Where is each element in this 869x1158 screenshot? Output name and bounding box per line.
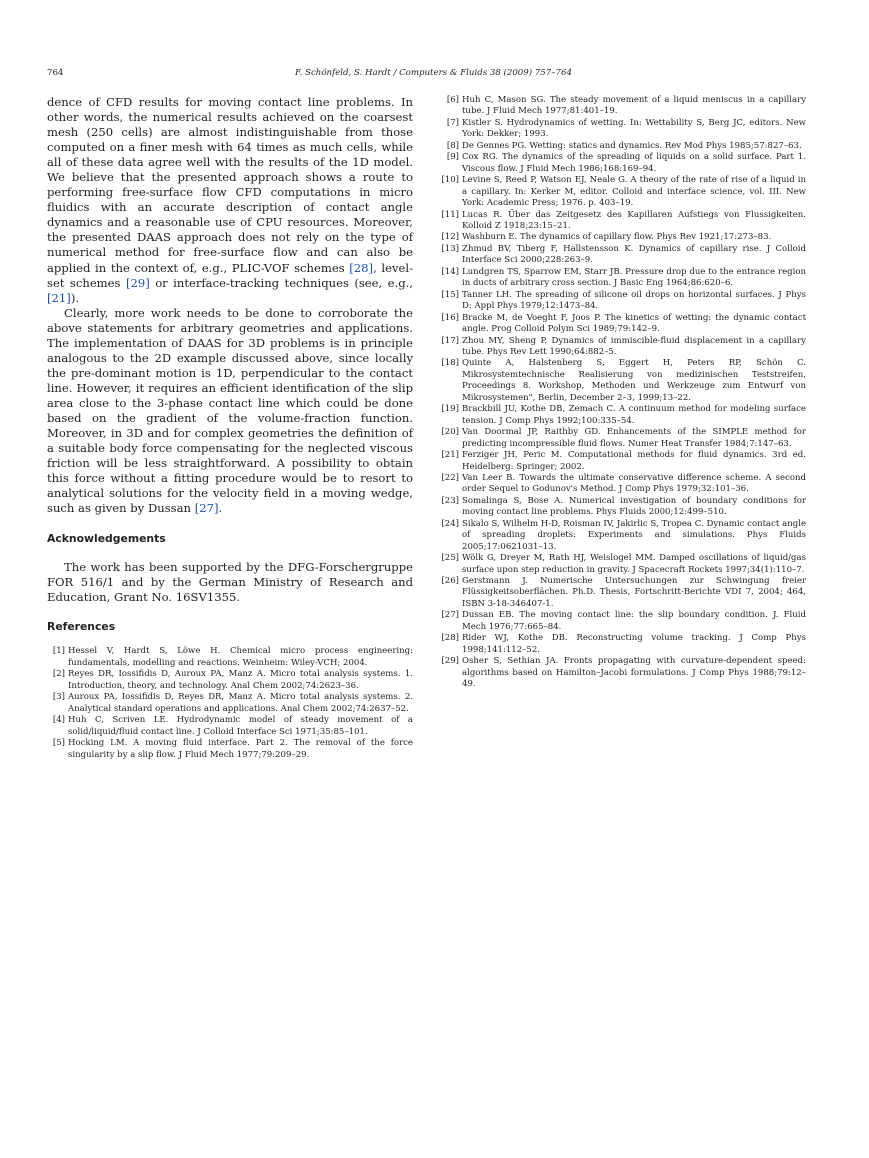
reference-text: Auroux PA, Iossifidis D, Reyes DR, Manz A. Micro total analysis systems. 2. Analytical standard operations and applications. Anal Chem 2002;74:2637–52.	[68, 692, 413, 714]
reference-text: Reyes DR, Iossifidis D, Auroux PA, Manz A. Micro total analysis systems. 1. Introduction, theory, and technology. Anal Chem 2002;74:2623–36.	[68, 669, 413, 691]
reference-number: [3]	[52, 692, 65, 703]
reference-text: Zhmud BV, Tiberg F, Hallstensson K. Dynamics of capillary rise. J Colloid Interface Sci 2000;228:263–9.	[462, 243, 806, 266]
paragraph-text: ).	[70, 290, 80, 305]
paragraph-text: , level-set schemes	[47, 260, 413, 290]
reference-item	[441, 175, 806, 209]
reference-text: Somalinga S, Bose A. Numerical investigation of boundary conditions for moving contact line problems. Phys Fluids 2000;12:499–510.	[462, 495, 806, 518]
reference-item	[441, 141, 806, 152]
reference-item	[47, 669, 413, 692]
reference-number: [28]	[441, 633, 459, 644]
reference-number: [1]	[52, 646, 65, 657]
reference-number: [9]	[446, 152, 459, 163]
citation-link[interactable]: [21]	[47, 290, 71, 305]
reference-item	[47, 715, 413, 738]
reference-item	[441, 427, 806, 450]
reference-number: [24]	[441, 518, 459, 529]
reference-number: [27]	[441, 610, 459, 621]
reference-list-right	[441, 95, 806, 691]
reference-text: Lundgren TS, Sparrow EM, Starr JB. Pressure drop due to the entrance region in ducts of arbitrary cross section. J Basic Eng 1964;86:620–6.	[462, 266, 806, 289]
paragraph-text: dence of CFD results for moving contact line problems. In other words, the numerical results achieved on the coarsest mesh (250 cells) are almost indistinguishable from those computed on a finer mesh with 64 times as much cells, while all of these data agree well with the results of the 1D model. We believe that the presented approach shows a route to performing free-surface flow CFD computations in micro fluidics with an accurate description of contact angle dynamics and a reasonable use of CPU resources. Moreover, the presented DAAS approach does not rely on the type of numerical method for free-surface flow and can also be applied in the context of, e.g., PLIC-VOF schemes	[47, 95, 413, 275]
reference-text: Wölk G, Dreyer M, Rath HJ, Weislogel MM. Damped oscillations of liquid/gas surface upon step reduction in gravity. J Spacecraft Rockets 1997;34(1):110–7.	[462, 553, 806, 575]
reference-number: [6]	[446, 95, 459, 105]
reference-item	[441, 404, 806, 427]
reference-text: Hessel V, Hardt S, Löwe H. Chemical micro process engineering: fundamentals, modelling and reactions. Weinheim: Wiley-VCH; 2004.	[68, 646, 413, 668]
reference-item	[47, 738, 413, 761]
reference-number: [29]	[441, 656, 459, 667]
reference-item	[441, 210, 806, 233]
reference-number: [2]	[52, 669, 65, 680]
reference-item	[47, 692, 413, 715]
reference-number: [23]	[441, 495, 459, 506]
reference-text: Hocking LM. A moving fluid interface. Part 2. The removal of the force singularity by a slip flow. J Fluid Mech 1977;79:209–29.	[68, 738, 413, 760]
reference-list-left	[47, 646, 413, 761]
reference-number: [19]	[441, 404, 459, 415]
reference-item	[441, 450, 806, 473]
references-heading: References	[47, 620, 116, 634]
reference-text: Sikalo S, Wilhelm H-D, Roisman IV, Jakirlic S, Tropea C. Dynamic contact angle of spreading droplets: Experiments and simulations. Phys Fluids 2005;17:0621031–13.	[462, 518, 806, 552]
reference-text: Osher S, Sethian JA. Fronts propagating with curvature-dependent speed: algorithms based on Hamilton–Jacobi formulations. J Comp Phys 1988;79:12–49.	[462, 656, 806, 690]
page-number: 764	[47, 68, 64, 78]
reference-number: [4]	[52, 715, 65, 726]
reference-item	[441, 633, 806, 656]
reference-number: [20]	[441, 427, 459, 438]
reference-item	[441, 290, 806, 313]
reference-text: Kistler S. Hydrodynamics of wetting. In: Wettability S, Berg JC, editors. New York: Dekker; 1993.	[462, 117, 806, 140]
paragraph-text: .	[218, 501, 223, 516]
reference-text: Cox RG. The dynamics of the spreading of liquids on a solid surface. Part 1. Viscous flow. J Fluid Mech 1986;168:169–94.	[462, 152, 806, 174]
reference-text: Bracke M, de Voeght F, Joos P. The kinetics of wetting: the dynamic contact angle. Prog Colloid Polym Sci 1989;79:142–9.	[462, 312, 806, 335]
reference-number: [17]	[441, 335, 459, 346]
reference-item	[441, 519, 806, 553]
reference-text: Huh C, Mason SG. The steady movement of a liquid meniscus in a capillary tube. J Fluid Mech 1977;81:401–19.	[462, 95, 806, 117]
reference-item	[441, 553, 806, 576]
reference-item	[441, 656, 806, 690]
reference-number: [18]	[441, 358, 459, 369]
reference-item	[441, 358, 806, 404]
reference-number: [25]	[441, 553, 459, 564]
acknowledgements-heading: Acknowledgements	[47, 532, 166, 546]
citation-link[interactable]: [27]	[194, 501, 219, 516]
reference-text: Gerstmann J. Numerische Untersuchungen zur Schwingung freier Flüssigkeitsoberflächen. Ph.D. Thesis, Fortschritt-Berichte VDI 7, 2004; 464, ISBN 3-18-346407-1.	[462, 576, 806, 609]
reference-number: [16]	[441, 312, 459, 323]
reference-number: [26]	[441, 576, 459, 587]
body-paragraph-2	[47, 306, 413, 517]
reference-text: Van Leer B. Towards the ultimate conservative difference scheme. A second order Sequel to Godunov's Method. J Comp Phys 1979;32:101–36.	[462, 472, 806, 495]
reference-item	[441, 232, 806, 243]
reference-item	[441, 610, 806, 633]
reference-text: Huh C, Scriven LE. Hydrodynamic model of steady movement of a solid/liquid/fluid contact line. J Colloid Interface Sci 1971;35:85–101.	[68, 715, 413, 737]
acknowledgements-text: The work has been supported by the DFG-Forschergruppe FOR 516/1 and by the German Ministry of Research and Education, Grant No. 16SV1355.	[47, 560, 413, 605]
reference-text: Van Doormal JP, Raithby GD. Enhancements of the SIMPLE method for predicting incompressible fluid flows. Numer Heat Transfer 1984;7:147–63.	[462, 427, 806, 449]
right-column	[441, 95, 806, 691]
reference-number: [7]	[446, 117, 459, 128]
reference-item	[441, 336, 806, 359]
paragraph-text: Clearly, more work needs to be done to corroborate the above statements for arbitrary geometries and applications. The implementation of DAAS for 3D problems is in principle analogous to the 2D example discussed above, since locally the pre-dominant motion is 1D, perpendicular to the contact line. However, it requires an efficient identification of the slip area close to the 3-phase contact line which could be done based on the gradient of the volume-fraction function. Moreover, in 3D and for complex geometries the definition of a suitable body force compensating for the neglected viscous friction will be less straightforward. A possibility to obtain this force without a fitting procedure would be to resort to analytical solutions for the velocity field in a moving wedge, such as given by Dussan	[47, 305, 413, 516]
reference-number: [13]	[441, 243, 459, 254]
reference-number: [12]	[441, 232, 459, 243]
reference-text: Brackbill JU, Kothe DB, Zemach C. A continuum method for modeling surface tension. J Comp Phys 1992;100:335–54.	[462, 404, 806, 426]
reference-text: Lucas R. Über das Zeitgesetz des Kapillaren Aufstiegs von Flussigkeiten. Kolloid Z 1918;23:15–21.	[462, 209, 806, 231]
reference-text: Rider WJ, Kothe DB. Reconstructing volume tracking. J Comp Phys 1998;141:112–52.	[462, 633, 806, 655]
reference-text: Ferziger JH, Peric M. Computational methods for fluid dynamics. 3rd ed. Heidelberg: Springer; 2002.	[462, 450, 806, 472]
reference-item	[441, 576, 806, 610]
reference-item	[441, 313, 806, 336]
reference-item	[441, 473, 806, 496]
reference-item	[441, 152, 806, 175]
paragraph-text: or interface-tracking techniques (see, e.g.,	[149, 275, 413, 290]
reference-number: [11]	[441, 209, 459, 220]
running-header	[47, 68, 572, 82]
journal-citation: F. Schönfeld, S. Hardt / Computers & Fluids 38 (2009) 757–764	[295, 68, 572, 78]
reference-number: [14]	[441, 266, 459, 277]
reference-item	[441, 244, 806, 267]
citation-link[interactable]: [29]	[125, 275, 150, 290]
reference-text: Washburn E. The dynamics of capillary flow. Phys Rev 1921;17:273–83.	[462, 232, 772, 243]
reference-item	[441, 95, 806, 118]
reference-text: De Gennes PG. Wetting: statics and dynamics. Rev Mod Phys 1985;57:827–63.	[462, 140, 802, 151]
body-paragraph-1	[47, 95, 413, 306]
reference-text: Dussan EB. The moving contact line: the slip boundary condition. J. Fluid Mech 1976;77:665–84.	[462, 610, 806, 632]
reference-item	[47, 646, 413, 669]
reference-item	[441, 267, 806, 290]
reference-text: Levine S, Reed P, Watson EJ, Neale G. A theory of the rate of rise of a liquid in a capillary. In: Kerker M, editor. Colloid and interface science, vol. III. New York: Academic Press; 1976. p. 403–19.	[462, 175, 806, 209]
reference-number: [10]	[441, 175, 459, 186]
reference-number: [5]	[52, 738, 65, 749]
reference-number: [15]	[441, 289, 459, 300]
reference-number: [22]	[441, 472, 459, 483]
reference-text: Tanner LH. The spreading of silicone oil drops on horizontal surfaces. J Phys D: Appl Phys 1979;12:1473–84.	[462, 289, 806, 312]
reference-item	[441, 118, 806, 141]
reference-text: Zhou MY, Sheng P. Dynamics of immiscible-fluid displacement in a capillary tube. Phys Rev Lett 1990;64:882–5.	[462, 335, 806, 357]
reference-item	[441, 496, 806, 519]
reference-number: [21]	[441, 450, 459, 461]
reference-number: [8]	[446, 140, 459, 151]
reference-text: Quinte A, Halstenberg S, Eggert H, Peters RP, Schön C. Mikrosystemtechnische Realisierung von medizinischen Teststreifen, Proceedings 8. Workshop, Methoden und Werkzeuge zum Entwurf von Mikrosystemen", Berlin, December 2–3, 1999;13–22.	[462, 358, 806, 403]
citation-link[interactable]: [28]	[349, 260, 374, 275]
left-column	[47, 95, 413, 761]
